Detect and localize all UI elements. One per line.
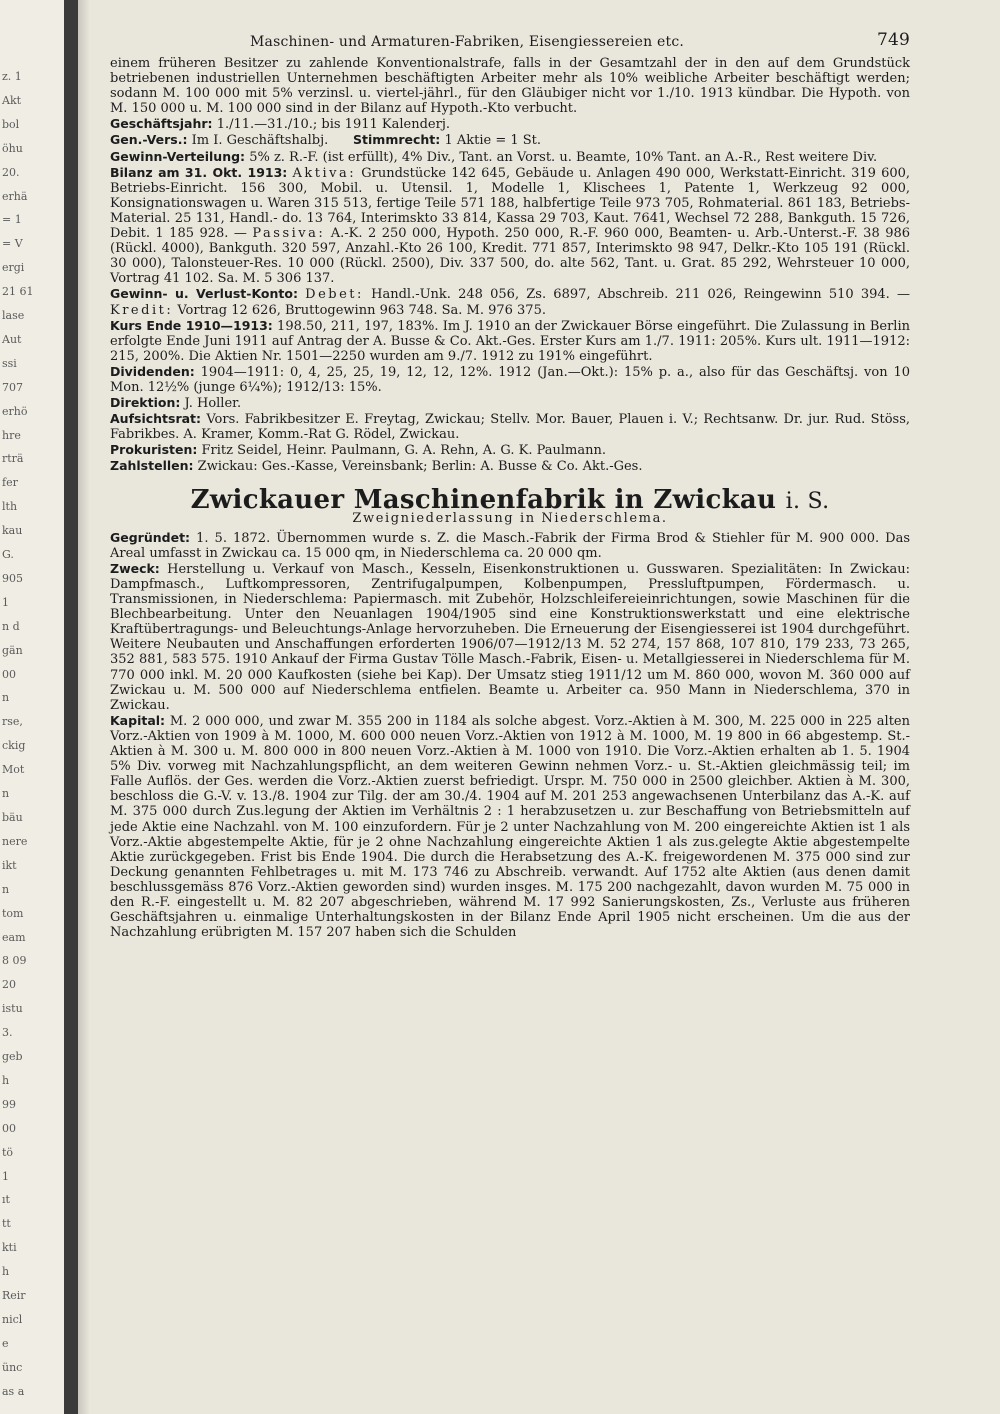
facing-page-fragment: 905 <box>2 571 23 585</box>
facing-page-fragment: ünc <box>2 1360 23 1374</box>
facing-page-fragment: öhu <box>2 141 23 155</box>
entry-geschaeftsjahr: Geschäftsjahr: 1./11.—31./10.; bis 1911 Kalenderj. <box>110 116 450 133</box>
facing-page-fragment: nicl <box>2 1312 23 1326</box>
facing-page-fragment: as a <box>2 1384 25 1398</box>
entry-gegruendet: Gegründet: 1. 5. 1872. Übernommen wurde s. Z. die Masch.-Fabrik der Firma Brod & Stiehler für M. 900 000. Das Areal umfasst in Zwickau ca. 15 000 qm, in Niederschlema ca. 20 000 qm. <box>110 529 910 561</box>
entry-kurs: Kurs Ende 1910—1913: 198.50, 211, 197, 183%. Im J. 1910 an der Zwickauer Börse eingeführt. Die Zulassung in Berlin erfolgte Ende Juni 1911 auf Antrag der A. Busse & Co. Akt.-Ges. Erster Kurs am 1./7. 1911: 205%. Kurs ult. 1911—1912: 215, 200%. Die Aktien Nr. 1501—2250 wurden am 9./7. 1912 zu 191% eingeführt. <box>110 317 910 364</box>
facing-page-fragment: Mot <box>2 763 25 777</box>
facing-page-fragment: rträ <box>2 452 24 466</box>
entry-gewinn-verteilung: Gewinn-Verteilung: 5% z. R.-F. (ist erfüllt), 4% Div., Tant. an Vorst. u. Beamte, 10% Tant. an A.-R., Rest weitere Div. <box>110 148 878 165</box>
facing-page-fragment: ckig <box>2 739 26 753</box>
facing-page-fragment: Aut <box>2 332 22 346</box>
entry-kapital: Kapital: M. 2 000 000, und zwar M. 355 200 in 1184 als solche abgest. Vorz.-Aktien à M. 300, M. 225 000 in 225 alten Vorz.-Aktien von 1909 à M. 1000, M. 600 000 neuen Vorz.-Aktien von 1912 à M. 1000, M. 19 800 in 66 abgestemp. St.-Aktien à M. 300 u. M. 800 000 in 800 neuen Vorz.-Aktien à M. 1000 von 1910. Die Vorz.-Aktien erhalten ab 1. 5. 1904 5% Div. vorweg mit Nachzahlungspflicht, an dem weiteren Gewinn nehmen Vorz.- u. St.-Aktien gleichmässig teil; im Falle Auflös. der Ges. werden die Vorz.-Aktien zuerst befriedigt. Urspr. M. 750 000 in 2500 gleichber. Aktien à M. 300, beschloss die G.-V. v. 13./8. 1904 zur Tilg. der am 30./4. 1904 auf M. 201 253 angewachsenen Unterbilanz das A.-K. auf M. 375 000 durch Zus.legung der Aktien im Verhältnis 2 : 1 herabzusetzen u. zur Beschaffung von Betriebsmitteln auf jede Aktie eine Nachzahl. von M. 100 einzufordern. Für je 2 unter Nachzahlung von M. 200 eingereichte Aktien ist 1 als Vorz.-Aktie abgestempelte Aktie, für je 2 ohne Nachzahlung eingereichte Aktien 1 als zus.gelegte Aktie abgestempelte Aktie zurückgegeben. Frist bis Ende 1904. Die durch die Herabsetzung des A.-K. freigewordenen M. 375 000 sind zur Deckung genannten Fehlbetrages u. mit M. 173 746 zu Abschreib. verwandt. Auf 1752 alte Aktien (aus denen damit beschlussgemäss 876 Vorz.-Aktien geworden sind) wurden insges. M. 175 200 nachgezahlt, davon wurden M. 75 000 in den R.-F. eingestellt u. M. 82 207 abgeschrieben, während M. 17 992 Sanierungskosten, Zs., Verluste aus früheren Geschäftsjahren u. einmalige Unterhaltungskosten in der Bilanz Ende April 1905 nicht erscheinen. Um die aus der Nachzahlung erübrigten M. 157 207 haben sich die Schulden <box>110 712 910 941</box>
facing-page-fragment: h <box>2 1265 10 1279</box>
facing-page-fragment: erhö <box>2 404 28 418</box>
facing-page-fragment: nere <box>2 834 28 848</box>
facing-page-fragment: ssi <box>2 356 17 370</box>
facing-page-fragment: e <box>2 1336 9 1350</box>
facing-page-fragment: h <box>2 1073 10 1087</box>
facing-page-fragment: bäu <box>2 811 23 824</box>
facing-page-fragment: geb <box>2 1050 23 1064</box>
facing-page-fragment: = 1 <box>2 213 22 227</box>
article-body <box>110 56 910 940</box>
entry-zweck: Zweck: Herstellung u. Verkauf von Masch., Kesseln, Eisenkonstruktionen u. Gusswaren. Spezialitäten: In Zwickau: Dampfmasch., Luftkompressoren, Zentrifugalpumpen, Kolbenpumpen, Pressluftpumpen, Fördermasch. u. Transmissionen, in Niederschlema: Papiermasch. mit Zubehör, Holzschleifereieinrichtungen, sowie Maschinen für die Blechbearbeitung. Unter den Neuanlagen 1904/1905 sind eine Konstruktionswerkstatt und eine elektrische Kraftübertragungs- und Beleuchtungs-Anlage hervorzuheben. Die Erneuerung der Eisengiesserei ist 1904 durchgeführt. Weitere Neubauten und Anschaffungen erforderten 1906/07—1912/13 M. 52 274, 157 868, 107 810, 179 233, 73 265, 352 881, 583 575. 1910 Ankauf der Firma Gustav Tölle Masch.-Fabrik, Eisen- u. Metallgiesserei in Niederschlema für M. 770 000 inkl. M. 20 000 Kaufkosten (siehe bei Kap). Der Umsatz stieg 1911/12 um M. 860 000, wovon M. 360 000 auf Zwickau u. M. 500 000 auf Niederschlema entfielen. Beamte u. Arbeiter ca. 950 Mann in Niederschlema, 370 in Zwickau. <box>110 560 910 713</box>
facing-page-fragment: G. <box>2 548 14 562</box>
facing-page-fragment: gän <box>2 643 23 657</box>
facing-page-fragment: bol <box>2 117 20 131</box>
facing-page-fragment: z. 1 <box>2 70 22 83</box>
facing-page-fragment: tt <box>2 1217 11 1231</box>
facing-page-fragment: ergi <box>2 261 25 275</box>
adjacent-page-margin <box>0 0 64 1414</box>
facing-page-fragment: tom <box>2 906 24 920</box>
facing-page-fragment: hre <box>2 428 21 442</box>
facing-page-fragment: kti <box>2 1241 17 1255</box>
facing-page-fragment: fer <box>2 476 18 490</box>
page-number: 749 <box>876 30 910 50</box>
book-gutter <box>64 0 78 1414</box>
facing-page-fragment: 3. <box>2 1026 13 1040</box>
entry-aufsichtsrat: Aufsichtsrat: Vors. Fabrikbesitzer E. Freytag, Zwickau; Stellv. Mor. Bauer, Plauen i. V.; Rechtsanw. Dr. jur. Rud. Stöss, Fabrikbes. A. Kramer, Komm.-Rat G. Rödel, Zwickau. <box>110 411 910 443</box>
facing-page-fragment: erhä <box>2 189 28 203</box>
facing-page-fragment: 20. <box>2 165 20 179</box>
facing-page-fragment: ikt <box>2 858 17 872</box>
entry-dividenden: Dividenden: 1904—1911: 0, 4, 25, 25, 19, 12, 12, 12%. 1912 (Jan.—Okt.): 15% p. a., also für das Geschäftsj. von 10 Mon. 12½% (junge 6¼%); 1912/13: 15%. <box>110 363 910 395</box>
facing-page-fragment: tö <box>2 1145 14 1159</box>
facing-page-fragment: lth <box>2 500 18 514</box>
facing-page-fragment: 1 <box>2 1169 9 1183</box>
gutter-shadow <box>78 0 90 1414</box>
page <box>110 30 910 940</box>
facing-page-fragment: 1 <box>2 595 9 609</box>
facing-page-fragment: istu <box>2 1002 23 1016</box>
running-title: Maschinen- und Armaturen-Fabriken, Eisengiessereien etc. <box>250 34 685 50</box>
company-subtitle: Zweigniederlassung in Niederschlema. <box>352 510 668 526</box>
company-title: Zwickauer Maschinenfabrik in Zwickau i. S. <box>190 484 830 515</box>
facing-page-fragment: 21 61 <box>2 285 34 299</box>
facing-page-fragment: ıt <box>2 1193 10 1207</box>
entry-zahlstellen: Zahlstellen: Zwickau: Ges.-Kasse, Vereinsbank; Berlin: A. Busse & Co. Akt.-Ges. <box>110 458 643 475</box>
facing-page-fragment: 99 <box>2 1097 16 1111</box>
entry-gen-vers: Gen.-Vers.: Im I. Geschäftshalbj. Stimmrecht: 1 Aktie = 1 St. <box>110 132 542 149</box>
facing-page-fragment: eam <box>2 930 26 944</box>
facing-page-fragment: n <box>2 787 10 801</box>
entry-gewinn-verlust: Gewinn- u. Verlust-Konto: Debet: Handl.-Unk. 248 056, Zs. 6897, Abschreib. 211 026, Reingewinn 510 394. — Kredit: Vortrag 12 626, Bruttogewinn 963 748. Sa. M. 976 375. <box>110 286 910 318</box>
facing-page-fragment: 20 <box>2 978 16 992</box>
facing-page-fragment: kau <box>2 524 23 538</box>
facing-page-fragment: 00 <box>2 667 16 681</box>
facing-page-fragment: lase <box>2 309 25 323</box>
facing-page-fragment: Reir <box>2 1289 26 1303</box>
intro-paragraph: einem früheren Besitzer zu zahlende Konventionalstrafe, falls in der Gesamtzahl der in den auf dem Grundstück betriebenen industriellen Unternehmen beschäftigten Arbeiter mehr als 10% weibliche Arbeiter beschäftigt werden; sodann M. 100 000 mit 5% verzinsl. u. viertel-jährl., für den Gläubiger nicht vor 1./10. 1913 kündbar. Die Hypoth. von M. 150 000 u. M. 100 000 sind in der Bilanz auf Hypoth.-Kto verbucht. <box>110 56 910 117</box>
facing-page-fragment: n <box>2 882 10 896</box>
entry-bilanz: Bilanz am 31. Okt. 1913: Aktiva: Grundstücke 142 645, Gebäude u. Anlagen 490 000, Werkstatt-Einricht. 319 600, Betriebs-Einricht. 156 300, Mobil. u. Utensil. 1, Modelle 1, Klischees 1, Patente 1, Werkzeug 92 000, Konsignationswagen u. Waren 315 513, fertige Teile 571 188, halbfertige Teile 973 705, Rohmaterial. 861 183, Betriebs-Material. 25 131, Handl.- do. 13 764, Interimskto 33 814, Kassa 29 703, Kaut. 7641, Wechsel 72 288, Bankguth. 15 726, Debit. 1 185 928. — Passiva: A.-K. 2 250 000, Hypoth. 250 000, R.-F. 960 000, Beamten- u. Arb.-Unterst.-F. 38 986 (Rückl. 4000), Bankguth. 320 597, Anzahl.-Kto 26 100, Kredit. 771 857, Interimskto 98 947, Delkr.-Kto 105 191 (Rückl. 30 000), Talonsteuer-Res. 10 000 (Rückl. 2500), Div. 337 500, do. alte 562, Tant. u. Grat. 85 292, Wehrsteuer 10 000, Vortrag 41 102. Sa. M. 5 306 137. <box>110 164 911 287</box>
facing-page-fragment: 8 09 <box>2 954 27 968</box>
entry-direktion: Direktion: J. Holler. <box>110 395 242 412</box>
entry-prokuristen: Prokuristen: Fritz Seidel, Heinr. Paulmann, G. A. Rehn, A. G. K. Paulmann. <box>110 442 606 459</box>
facing-page-fragment: = V <box>2 237 23 251</box>
facing-page-fragment: n <box>2 691 10 705</box>
facing-page-fragment: 00 <box>2 1121 16 1135</box>
facing-page-fragment: n d <box>2 619 20 633</box>
facing-page-fragment: rse, <box>2 715 23 729</box>
facing-page-fragment: 707 <box>2 380 23 394</box>
page-header <box>110 30 910 56</box>
facing-page-fragment: Akt <box>2 93 22 107</box>
